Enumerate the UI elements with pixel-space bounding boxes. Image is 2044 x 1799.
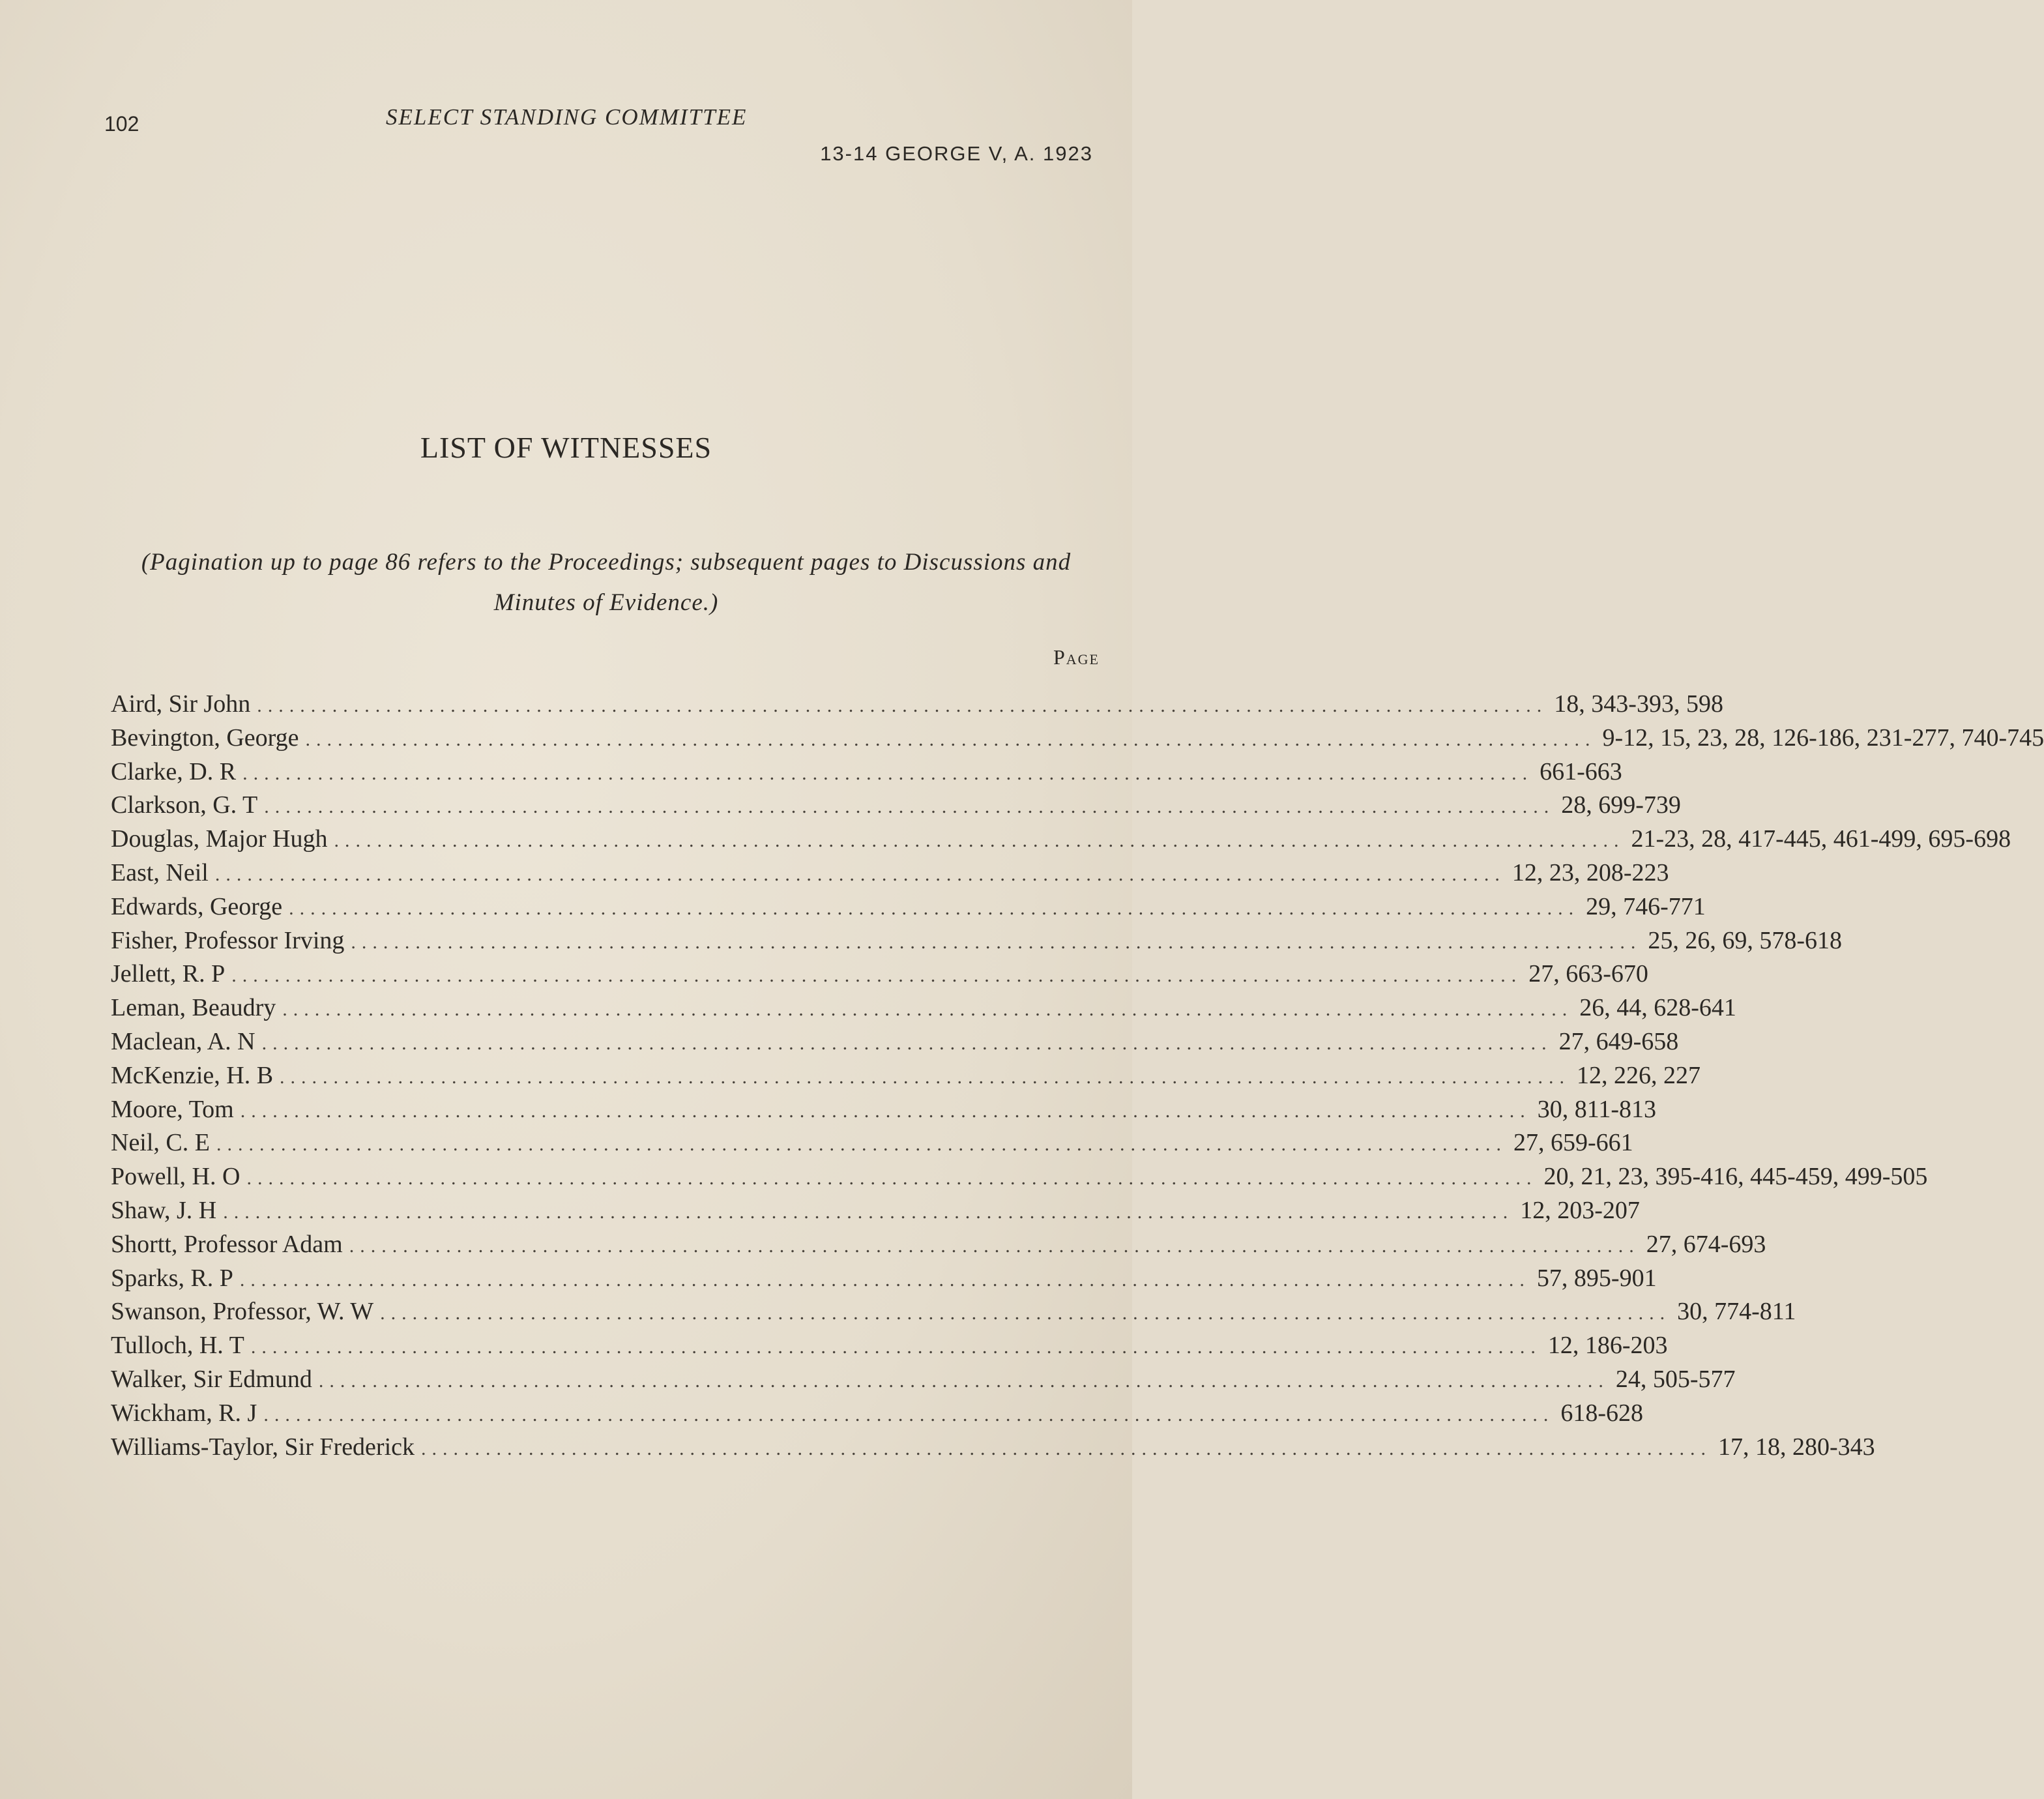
witness-name: Moore, Tom: [111, 1095, 234, 1123]
witness-row: [111, 1027, 1679, 1061]
witness-pages: 27, 674-693: [1646, 1230, 1766, 1258]
witness-name: Tulloch, H. T: [111, 1332, 244, 1360]
dot-leader: ........................................................................................................................: [264, 796, 1555, 818]
witness-name: Clarkson, G. T: [111, 791, 258, 819]
witness-row: [111, 757, 1622, 791]
witness-row: [111, 1399, 1643, 1433]
dot-leader: ........................................................................................................................: [231, 965, 1523, 987]
dot-leader: ........................................................................................................................: [240, 1100, 1531, 1122]
dot-leader: ........................................................................................................................: [246, 1167, 1538, 1190]
dot-leader: ........................................................................................................................: [305, 728, 1596, 750]
dot-leader: ........................................................................................................................: [380, 1302, 1671, 1324]
witness-pages: 27, 663-670: [1528, 960, 1648, 988]
dot-leader: ........................................................................................................................: [261, 1032, 1553, 1054]
witness-name: Sparks, R. P: [111, 1264, 233, 1292]
witness-pages: 12, 226, 227: [1577, 1061, 1701, 1089]
dot-leader: ........................................................................................................................: [223, 1201, 1514, 1223]
dot-leader: ........................................................................................................................: [289, 897, 1580, 919]
witness-row: [111, 1128, 1633, 1162]
witness-row: [111, 1095, 1656, 1129]
witness-row: [111, 892, 1706, 926]
witness-name: Clarke, D. R: [111, 757, 237, 785]
witness-name: McKenzie, H. B: [111, 1061, 274, 1089]
witness-row: [111, 1433, 1875, 1467]
dot-leader: ........................................................................................................................: [318, 1369, 1609, 1392]
witness-row: [111, 690, 1723, 724]
witness-name: Maclean, A. N: [111, 1027, 256, 1055]
witness-row: [111, 791, 1681, 825]
witness-name: Shortt, Professor Adam: [111, 1230, 343, 1258]
witness-pages: 12, 23, 208-223: [1511, 858, 1669, 886]
witness-name: Powell, H. O: [111, 1163, 241, 1191]
witness-pages: 30, 774-811: [1677, 1298, 1796, 1326]
dot-leader: ........................................................................................................................: [242, 762, 1534, 784]
witness-pages: 26, 44, 628-641: [1579, 994, 1736, 1022]
witness-row: [111, 858, 1669, 892]
witness-name: Williams-Taylor, Sir Frederick: [111, 1433, 415, 1461]
dot-leader: ........................................................................................................................: [351, 931, 1642, 953]
witness-row: [111, 1061, 1701, 1095]
witness-pages: 12, 203-207: [1520, 1196, 1640, 1224]
witness-row: [111, 1196, 1640, 1230]
witness-pages: 27, 649-658: [1558, 1027, 1679, 1055]
running-head: SELECT STANDING COMMITTEE: [386, 104, 748, 130]
witness-row: [111, 993, 1736, 1027]
witness-name: Neil, C. E: [111, 1129, 210, 1157]
session-label: 13-14 GEORGE V, A. 1923: [820, 142, 1093, 165]
witness-row: [111, 1264, 1657, 1298]
witness-row: [111, 959, 1648, 993]
dot-leader: ........................................................................................................................: [280, 1066, 1571, 1088]
witness-row: [111, 1297, 1796, 1331]
witness-name: Fisher, Professor Irving: [111, 926, 345, 954]
witness-name: Shaw, J. H: [111, 1196, 217, 1224]
witness-name: Douglas, Major Hugh: [111, 825, 328, 853]
witness-name: Walker, Sir Edmund: [111, 1365, 312, 1393]
witness-pages: 30, 811-813: [1537, 1095, 1656, 1123]
dot-leader: ........................................................................................................................: [216, 1134, 1507, 1156]
witness-row: [111, 1230, 1766, 1264]
page-number: 102: [104, 112, 139, 136]
witness-pages: 17, 18, 280-343: [1718, 1433, 1875, 1461]
witness-pages: 25, 26, 69, 578-618: [1648, 926, 1843, 954]
dot-leader: ........................................................................................................................: [282, 999, 1573, 1021]
page-column-heading: Page: [1053, 645, 1100, 669]
witness-row: [111, 724, 2044, 757]
witness-row: [111, 1162, 1928, 1196]
witness-name: Edwards, George: [111, 892, 283, 920]
witness-name: Bevington, George: [111, 724, 299, 752]
witness-row: [111, 1331, 1668, 1365]
witness-name: Aird, Sir John: [111, 690, 251, 718]
pagination-note: (Pagination up to page 86 refers to the Proceedings; subsequent pages to Discussions and Minutes of Evidence.): [141, 549, 1072, 616]
dot-leader: ........................................................................................................................: [349, 1235, 1640, 1257]
witness-row: [111, 825, 2011, 858]
witness-name: Jellett, R. P: [111, 960, 226, 988]
witness-pages: 24, 505-577: [1615, 1365, 1736, 1393]
witness-pages: 29, 746-771: [1586, 892, 1706, 920]
witness-row: [111, 926, 1843, 960]
witness-name: Leman, Beaudry: [111, 994, 276, 1022]
witness-pages: 20, 21, 23, 395-416, 445-459, 499-505: [1543, 1163, 1928, 1191]
witness-pages: 9-12, 15, 23, 28, 126-186, 231-277, 740-745: [1602, 724, 2044, 752]
dot-leader: ........................................................................................................................: [250, 1336, 1541, 1358]
witness-pages: 28, 699-739: [1561, 791, 1681, 819]
dot-leader: ........................................................................................................................: [257, 695, 1548, 716]
dot-leader: ........................................................................................................................: [214, 863, 1506, 885]
witness-pages: 18, 343-393, 598: [1554, 690, 1723, 718]
dot-leader: ........................................................................................................................: [263, 1403, 1555, 1426]
witness-list: [111, 690, 2044, 1466]
witness-pages: 57, 895-901: [1536, 1264, 1657, 1292]
dot-leader: ........................................................................................................................: [421, 1437, 1712, 1459]
page-title: LIST OF WITNESSES: [420, 431, 712, 464]
witness-name: Swanson, Professor, W. W: [111, 1298, 374, 1326]
witness-pages: 27, 659-661: [1513, 1129, 1633, 1157]
witness-pages: 12, 186-203: [1547, 1332, 1668, 1360]
witness-pages: 661-663: [1540, 757, 1622, 785]
dot-leader: ........................................................................................................................: [334, 830, 1625, 852]
witness-pages: 618-628: [1560, 1399, 1643, 1427]
witness-name: Wickham, R. J: [111, 1399, 257, 1427]
witness-name: East, Neil: [111, 858, 209, 886]
witness-row: [111, 1365, 1736, 1399]
witness-pages: 21-23, 28, 417-445, 461-499, 695-698: [1631, 825, 2011, 853]
dot-leader: ........................................................................................................................: [239, 1268, 1530, 1291]
